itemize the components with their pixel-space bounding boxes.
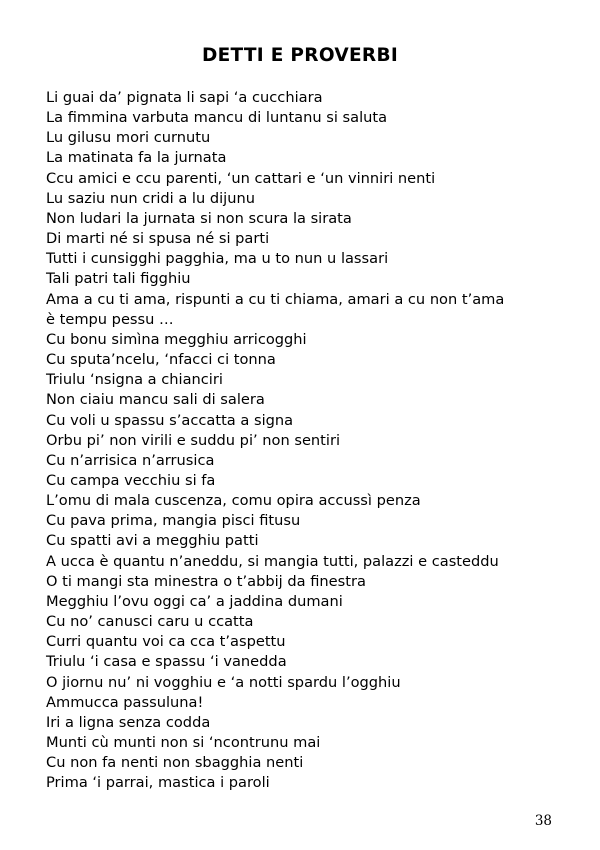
proverb-line: Ama a cu ti ama, rispunti a cu ti chiama, amari a cu non t’ama xyxy=(46,290,505,308)
proverb-line: Prima ‘i parrai, mastica i paroli xyxy=(46,774,270,792)
proverb-line: Lu gilusu mori curnutu xyxy=(46,129,211,147)
proverb-line: O ti mangi sta minestra o t’abbij da finestra xyxy=(46,572,366,590)
proverb-line: Curri quantu voi ca cca t’aspettu xyxy=(46,633,286,651)
proverb-line: Iri a ligna senza codda xyxy=(46,713,211,731)
proverb-line: Cu voli u spassu s’accatta a signa xyxy=(46,411,294,429)
proverb-line: Triulu ‘nsigna a chianciri xyxy=(46,371,223,389)
proverb-line: Cu sputa’ncelu, ‘nfacci ci tonna xyxy=(46,351,276,369)
proverb-line: è tempu pessu … xyxy=(46,310,174,328)
proverb-line: Cu bonu simìna megghiu arricogghi xyxy=(46,330,307,348)
proverb-list xyxy=(46,88,576,793)
proverb-line: Cu campa vecchiu si fa xyxy=(46,471,216,489)
proverb-line: Non ciaiu mancu sali di salera xyxy=(46,391,265,409)
proverb-line: Cu pava prima, mangia pisci fitusu xyxy=(46,512,301,530)
proverb-line: O jiornu nu’ ni vogghiu e ‘a notti spardu l’ogghiu xyxy=(46,673,401,691)
proverb-line: Triulu ‘i casa e spassu ‘i vanedda xyxy=(46,653,287,671)
proverb-line: Tali patri tali figghiu xyxy=(46,270,191,288)
proverb-line: Munti cù munti non si ‘ncontrunu mai xyxy=(46,734,321,751)
proverb-line: Ccu amici e ccu parenti, ‘un cattari e ‘un vinniri nenti xyxy=(46,169,436,187)
proverb-line: La fimmina varbuta mancu di luntanu si saluta xyxy=(46,109,388,127)
proverb-line: La matinata fa la jurnata xyxy=(46,149,227,167)
page-number: 38 xyxy=(534,813,552,829)
proverb-line: A ucca è quantu n’aneddu, si mangia tutti, palazzi e casteddu xyxy=(46,552,499,570)
page-title: DETTI E PROVERBI xyxy=(201,45,399,66)
proverb-line: Orbu pi’ non virili e suddu pi’ non sentiri xyxy=(46,431,341,449)
proverb-line: Cu no’ canusci caru u ccatta xyxy=(46,613,254,631)
proverb-line: Cu n’arrisica n’arrusica xyxy=(46,451,215,469)
proverb-line: Cu spatti avi a megghiu patti xyxy=(46,532,259,550)
proverb-line: Di marti né si spusa né si parti xyxy=(46,230,270,248)
proverb-line: Non ludari la jurnata si non scura la sirata xyxy=(46,209,352,227)
proverb-line: L’omu di mala cuscenza, comu opira accussì penza xyxy=(46,492,421,510)
proverb-line: Cu non fa nenti non sbagghia nenti xyxy=(46,754,304,772)
proverb-line: Li guai da’ pignata li sapi ‘a cucchiara xyxy=(46,89,323,106)
proverb-line: Ammucca passuluna! xyxy=(46,693,204,711)
proverb-line: Tutti i cunsigghi pagghia, ma u to nun u lassari xyxy=(46,250,389,268)
proverb-line: Lu saziu nun cridi a lu dijunu xyxy=(46,189,255,207)
proverb-line: Megghiu l’ovu oggi ca’ a jaddina dumani xyxy=(46,592,343,610)
